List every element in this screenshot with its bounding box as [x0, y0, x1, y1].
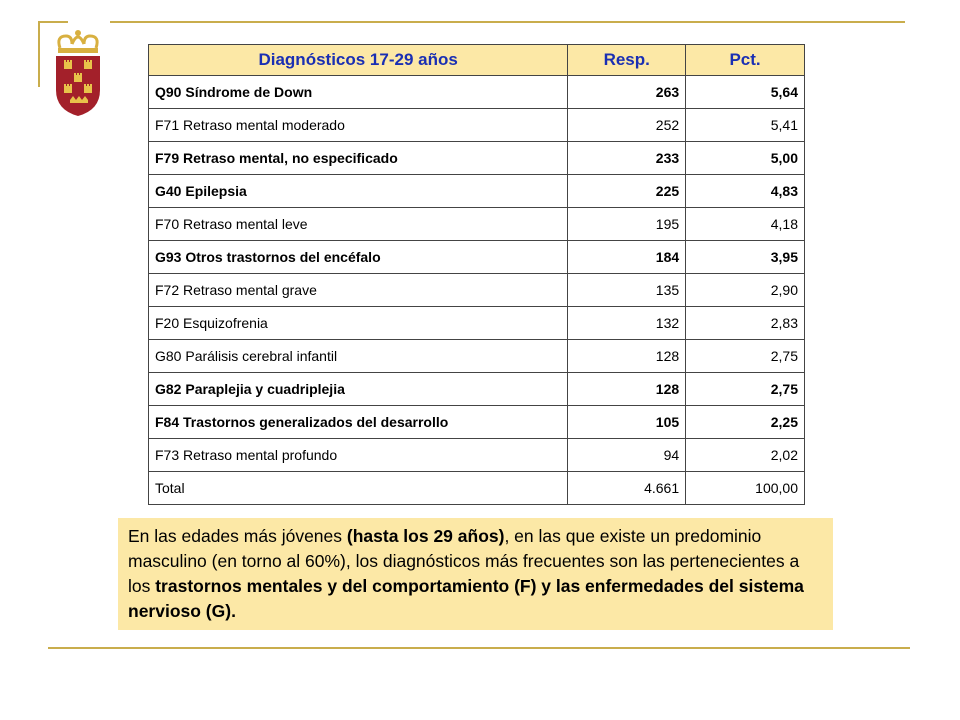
cell-pct: 2,25 [686, 406, 805, 439]
cell-pct: 4,18 [686, 208, 805, 241]
note-text-2: , en las que existe un predominio masculino (en torno al 60%), los diagnósticos más frecuentes son las pertenecientes a los [128, 526, 800, 596]
cell-diagnosis: Q90 Síndrome de Down [149, 76, 568, 109]
cell-pct: 5,00 [686, 142, 805, 175]
cell-pct: 2,75 [686, 373, 805, 406]
table-row [149, 175, 805, 208]
table-row [149, 274, 805, 307]
cell-pct: 2,90 [686, 274, 805, 307]
cell-diagnosis: F71 Retraso mental moderado [149, 109, 568, 142]
top-left-rule [38, 21, 68, 23]
table-row [149, 109, 805, 142]
note-emphasis-age: (hasta los 29 años) [346, 526, 505, 546]
cell-resp: 225 [568, 175, 686, 208]
cell-diagnosis: F84 Trastornos generalizados del desarrollo [149, 406, 568, 439]
cell-diagnosis: F79 Retraso mental, no especificado [149, 142, 568, 175]
cell-diagnosis: G82 Paraplejia y cuadriplejia [149, 373, 568, 406]
cell-pct: 100,00 [686, 472, 805, 505]
cell-resp: 105 [568, 406, 686, 439]
cell-diagnosis: F73 Retraso mental profundo [149, 439, 568, 472]
table-row [149, 307, 805, 340]
cell-resp: 4.661 [568, 472, 686, 505]
table-row [149, 208, 805, 241]
cell-pct: 2,75 [686, 340, 805, 373]
header-diagnosis: Diagnósticos 17-29 años [149, 45, 568, 76]
cell-resp: 263 [568, 76, 686, 109]
cell-pct: 2,83 [686, 307, 805, 340]
table-row [149, 241, 805, 274]
cell-diagnosis: Total [149, 472, 568, 505]
table-row [149, 142, 805, 175]
table-row [149, 340, 805, 373]
summary-note [118, 518, 833, 630]
note-emphasis-diagnoses: trastornos mentales y del comportamiento (F) y las enfermedades del sistema nervioso (G). [128, 576, 804, 621]
cell-resp: 233 [568, 142, 686, 175]
cell-pct: 2,02 [686, 439, 805, 472]
table-body [149, 76, 805, 505]
table-row [149, 406, 805, 439]
left-rule [38, 21, 40, 87]
cell-pct: 5,64 [686, 76, 805, 109]
bottom-rule [48, 647, 910, 649]
table-header-row [149, 45, 805, 76]
table-row [149, 76, 805, 109]
cell-pct: 4,83 [686, 175, 805, 208]
cell-resp: 128 [568, 340, 686, 373]
cell-diagnosis: F72 Retraso mental grave [149, 274, 568, 307]
coat-of-arms-icon [50, 28, 106, 118]
table-row [149, 439, 805, 472]
cell-resp: 135 [568, 274, 686, 307]
cell-diagnosis: F70 Retraso mental leve [149, 208, 568, 241]
cell-resp: 128 [568, 373, 686, 406]
header-pct: Pct. [686, 45, 805, 76]
header-resp: Resp. [568, 45, 686, 76]
cell-diagnosis: G80 Parálisis cerebral infantil [149, 340, 568, 373]
top-rule [110, 21, 905, 23]
cell-diagnosis: G40 Epilepsia [149, 175, 568, 208]
cell-resp: 94 [568, 439, 686, 472]
cell-diagnosis: F20 Esquizofrenia [149, 307, 568, 340]
table-row [149, 373, 805, 406]
cell-resp: 184 [568, 241, 686, 274]
cell-resp: 195 [568, 208, 686, 241]
cell-pct: 5,41 [686, 109, 805, 142]
diagnoses-table [148, 44, 805, 505]
cell-resp: 252 [568, 109, 686, 142]
cell-pct: 3,95 [686, 241, 805, 274]
note-text-1: En las edades más jóvenes [128, 526, 347, 546]
cell-resp: 132 [568, 307, 686, 340]
table-row [149, 472, 805, 505]
cell-diagnosis: G93 Otros trastornos del encéfalo [149, 241, 568, 274]
